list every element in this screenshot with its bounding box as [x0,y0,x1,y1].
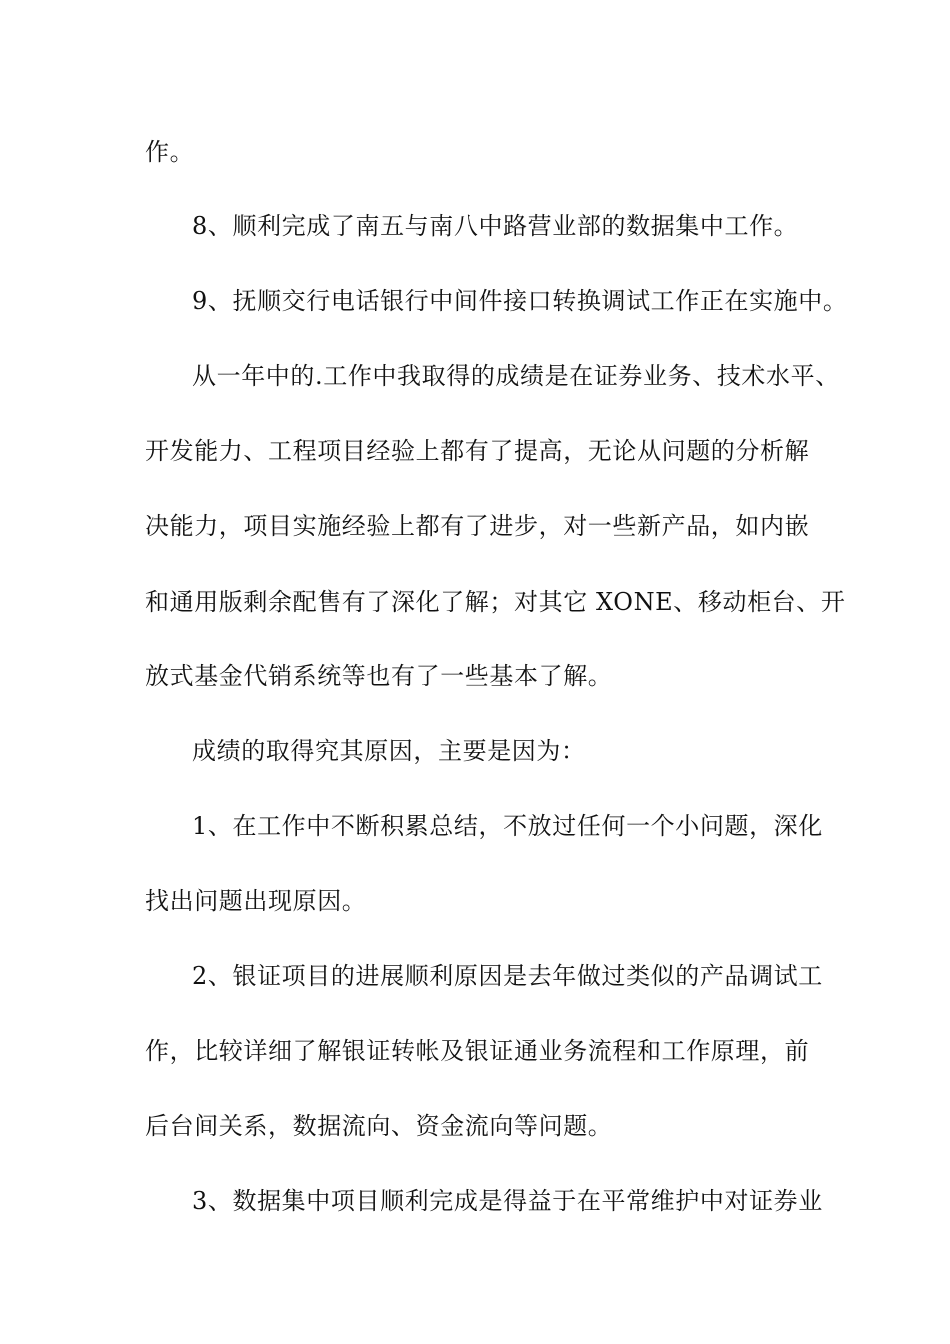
reason-3-line-1: 3、数据集中项目顺利完成是得益于在平常维护中对证券业 [192,1187,823,1215]
reason-heading-line: 成绩的取得究其原因，主要是因为： [192,737,586,765]
achievement-paragraph-line-5: 放式基金代销系统等也有了一些基本了解。 [145,662,613,690]
reason-1-line-2: 找出问题出现原因。 [145,887,367,915]
reason-1-line-1: 1、在工作中不断积累总结，不放过任何一个小问题，深化 [192,812,823,840]
achievement-paragraph-line-4: 和通用版剩余配售有了深化了解；对其它 XONE、移动柜台、开 [145,588,846,616]
achievement-paragraph-line-3: 决能力，项目实施经验上都有了进步，对一些新产品，如内嵌 [145,512,810,540]
achievement-paragraph-line-1: 从一年中的.工作中我取得的成绩是在证券业务、技术水平、 [192,362,840,390]
item-9-line: 9、抚顺交行电话银行中间件接口转换调试工作正在实施中。 [192,287,848,315]
achievement-paragraph-line-2: 开发能力、工程项目经验上都有了提高，无论从问题的分析解 [145,437,810,465]
item-8-line: 8、顺利完成了南五与南八中路营业部的数据集中工作。 [192,212,799,240]
reason-2-line-3: 后台间关系，数据流向、资金流向等问题。 [145,1112,613,1140]
reason-2-line-1: 2、银证项目的进展顺利原因是去年做过类似的产品调试工 [192,962,823,990]
reason-2-line-2: 作，比较详细了解银证转帐及银证通业务流程和工作原理，前 [145,1037,810,1065]
text-line-1: 作。 [145,138,195,166]
